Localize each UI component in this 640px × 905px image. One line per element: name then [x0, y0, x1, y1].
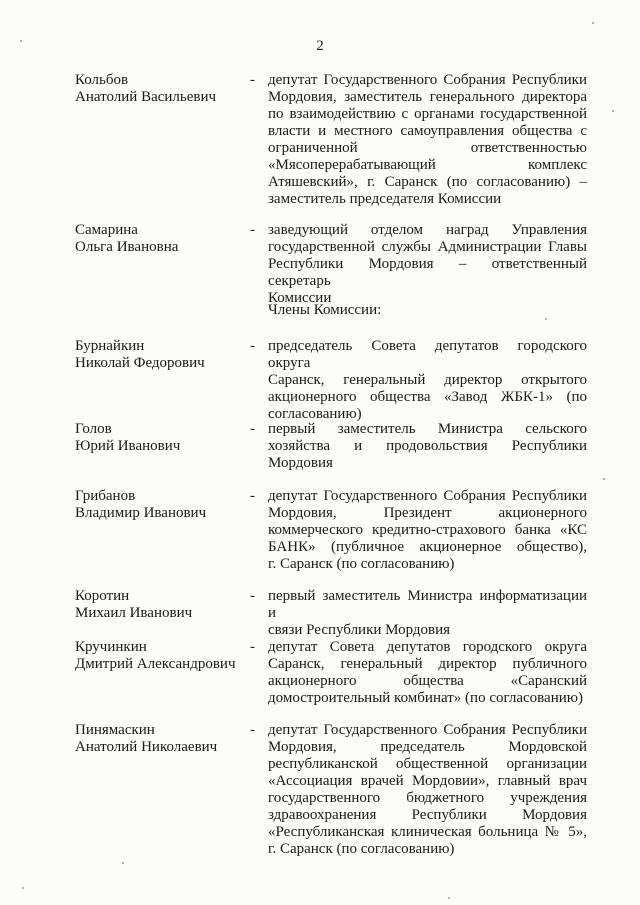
- member-surname: Кручинкин: [75, 639, 147, 655]
- position-line: «Мясоперерабатывающий комплекс: [268, 157, 587, 173]
- member-position: [268, 222, 587, 307]
- scan-speck: [122, 862, 124, 864]
- member-name: [75, 639, 245, 673]
- position-line: депутат Государственного Собрания Республики: [268, 72, 587, 88]
- member-position: [268, 488, 587, 573]
- position-line: Мордовия, заместитель генерального директора: [268, 89, 587, 105]
- position-line: председатель Совета депутатов городского округа: [268, 338, 587, 371]
- member-position: [268, 72, 587, 208]
- member-position: [268, 338, 587, 423]
- member-given-names: Николай Федорович: [75, 355, 205, 371]
- position-line: Атяшевский», г. Саранск (по согласованию) –: [268, 174, 587, 190]
- position-line: коммерческого кредитно-страхового банка «КС: [268, 522, 587, 538]
- position-line: хозяйства и продовольствия Республики: [268, 438, 587, 454]
- position-line: здравоохранения Республики Мордовия: [268, 807, 587, 823]
- member-given-names: Михаил Иванович: [75, 605, 193, 621]
- member-surname: Пинямаскин: [75, 722, 155, 738]
- position-line: Республики Мордовия – ответственный секретарь: [268, 256, 587, 289]
- position-line: ограниченной ответственностью: [268, 140, 587, 156]
- position-line: заместитель председателя Комиссии: [268, 191, 502, 207]
- member-surname: Грибанов: [75, 488, 136, 504]
- member-position: [268, 722, 587, 858]
- position-line: «Республиканская клиническая больница № 5»,: [268, 824, 587, 840]
- member-surname: Голов: [75, 421, 112, 437]
- position-line: акционерного общества «Завод ЖБК-1» (по: [268, 389, 587, 405]
- member-given-names: Ольга Ивановна: [75, 239, 179, 255]
- position-line: республиканской общественной организации: [268, 756, 587, 772]
- scan-speck: [20, 40, 22, 42]
- position-line: домостроительный комбинат» (по согласованию): [268, 690, 583, 706]
- position-line: депутат Совета депутатов городского округа: [268, 639, 587, 655]
- position-line: государственного бюджетного учреждения: [268, 790, 587, 806]
- position-line: г. Саранск (по согласованию): [268, 556, 455, 572]
- member-position: [268, 588, 587, 639]
- scan-speck: [592, 22, 594, 24]
- entry-dash: -: [250, 222, 255, 238]
- member-name: [75, 588, 245, 622]
- member-name: [75, 72, 245, 106]
- member-surname: Кольбов: [75, 72, 129, 88]
- members-heading: Члены Комиссии:: [268, 302, 382, 318]
- position-line: власти и местного самоуправления общества с: [268, 123, 587, 139]
- page-number: 2: [316, 38, 324, 54]
- member-given-names: Анатолий Васильевич: [75, 89, 217, 105]
- scan-speck: [545, 318, 547, 320]
- member-name: [75, 338, 245, 372]
- member-given-names: Дмитрий Александрович: [75, 656, 236, 672]
- scan-speck: [603, 478, 605, 480]
- member-given-names: Владимир Иванович: [75, 505, 207, 521]
- position-line: «Ассоциация врачей Мордовии», главный врач: [268, 773, 587, 789]
- entry-dash: -: [250, 639, 255, 655]
- position-line: Саранск, генеральный директор публичного: [268, 656, 587, 672]
- entry-dash: -: [250, 588, 255, 604]
- entry-dash: -: [250, 72, 255, 88]
- position-line: согласованию): [268, 406, 362, 422]
- position-line: государственной службы Администрации Главы: [268, 239, 587, 255]
- position-line: г. Саранск (по согласованию): [268, 841, 455, 857]
- member-name: [75, 488, 245, 522]
- member-name: [75, 421, 245, 455]
- position-line: первый заместитель Министра информатизации и: [268, 588, 587, 621]
- scan-speck: [448, 897, 450, 899]
- position-line: Мордовия: [268, 455, 333, 471]
- entry-dash: -: [250, 488, 255, 504]
- position-line: связи Республики Мордовия: [268, 622, 451, 638]
- member-position: [268, 639, 587, 707]
- position-line: Комиссии: [268, 290, 332, 306]
- scan-speck: [612, 110, 614, 112]
- member-given-names: Анатолий Николаевич: [75, 739, 218, 755]
- scan-speck: [22, 887, 24, 889]
- position-line: БАНК» (публичное акционерное общество),: [268, 539, 587, 555]
- member-position: [268, 421, 587, 472]
- member-name: [75, 722, 245, 756]
- position-line: Мордовия, Президент акционерного: [268, 505, 587, 521]
- position-line: депутат Государственного Собрания Республики: [268, 488, 587, 504]
- position-line: первый заместитель Министра сельского: [268, 421, 587, 437]
- member-given-names: Юрий Иванович: [75, 438, 181, 454]
- position-line: по взаимодействию с органами государственной: [268, 106, 587, 122]
- member-surname: Самарина: [75, 222, 138, 238]
- entry-dash: -: [250, 421, 255, 437]
- position-line: депутат Государственного Собрания Республики: [268, 722, 587, 738]
- member-surname: Коротин: [75, 588, 130, 604]
- entry-dash: -: [250, 722, 255, 738]
- position-line: Саранск, генеральный директор открытого: [268, 372, 587, 388]
- position-line: заведующий отделом наград Управления: [268, 222, 587, 238]
- member-surname: Бурнайкин: [75, 338, 145, 354]
- position-line: акционерного общества «Саранский: [268, 673, 587, 689]
- member-name: [75, 222, 245, 256]
- entry-dash: -: [250, 338, 255, 354]
- position-line: Мордовия, председатель Мордовской: [268, 739, 587, 755]
